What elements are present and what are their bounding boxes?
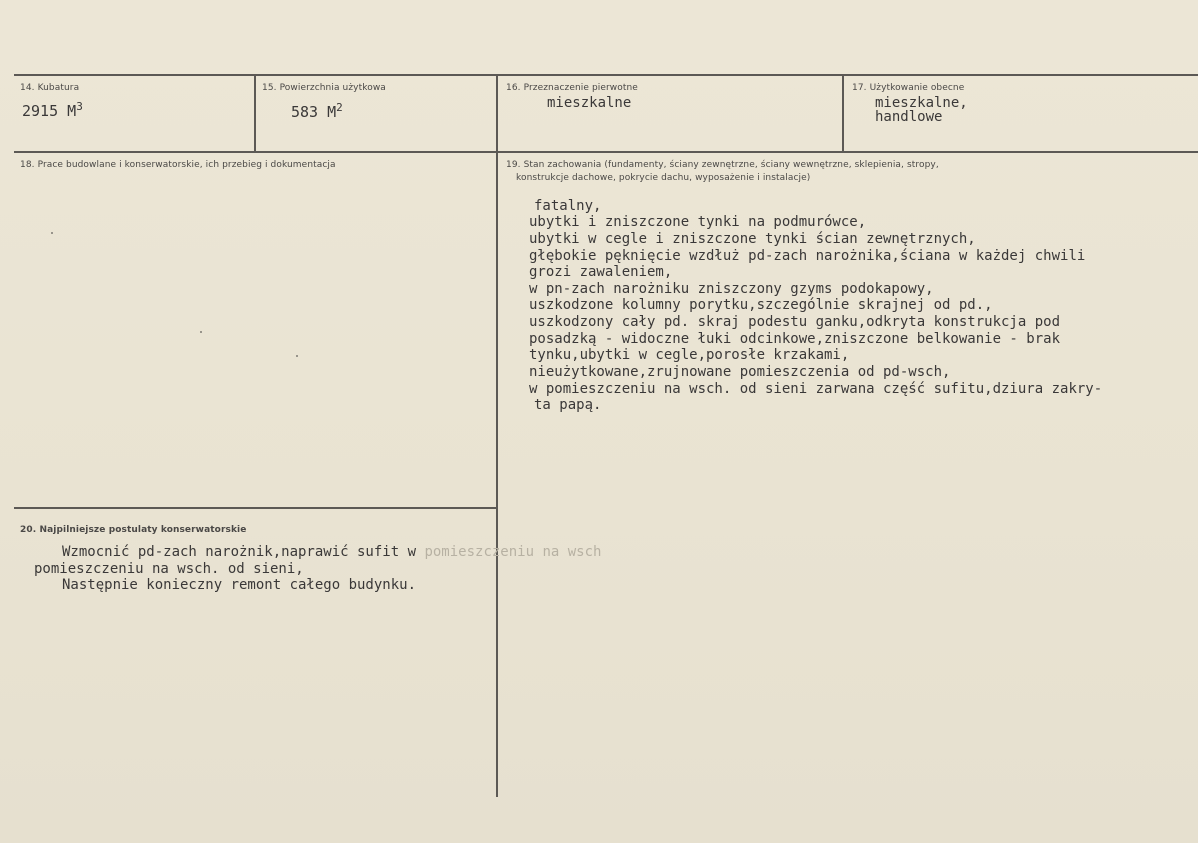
postulaty-line-1: [62, 544, 601, 560]
stan-label-line-1: 19. Stan zachowania (fundamenty, ściany zewnętrzne, ściany wewnętrzne, sklepienia, stropy,: [506, 160, 939, 170]
top-rule: [14, 74, 1198, 76]
stan-line: nieużytkowane,zrujnowane pomieszczenia od pd-wsch,: [529, 364, 951, 380]
uzytkowanie-line-2: handlowe: [875, 109, 943, 125]
speck: [296, 355, 298, 357]
speck: [200, 331, 202, 333]
powierzchnia-number: 583 M: [291, 103, 337, 121]
row-rule-1: [14, 151, 1198, 153]
postulaty-line-1-text: Wzmocnić pd-zach narożnik,naprawić sufit w: [62, 544, 425, 560]
col-rule-1: [254, 74, 256, 153]
postulaty-line-2: pomieszczeniu na wsch. od sieni,: [34, 561, 304, 577]
col-rule-3: [842, 74, 844, 153]
postulaty-line-1-faded: pomieszczeniu na wsch: [424, 544, 602, 560]
col-rule-2: [496, 74, 498, 797]
postulaty-label: 20. Najpilniejsze postulaty konserwatorskie: [20, 525, 247, 535]
stan-line: w pomieszczeniu na wsch. od sieni zarwana część sufitu,dziura zakry-: [529, 381, 1103, 397]
stan-label-line-2: konstrukcje dachowe, pokrycie dachu, wyposażenie i instalacje): [516, 173, 811, 183]
stan-line: grozi zawaleniem,: [529, 264, 673, 280]
przeznaczenie-value: mieszkalne: [547, 95, 632, 111]
stan-line: ubytki i zniszczone tynki na podmurówce,: [529, 214, 867, 230]
stan-line: ubytki w cegle i zniszczone tynki ścian zewnętrznych,: [529, 231, 976, 247]
powierzchnia-label: 15. Powierzchnia użytkowa: [262, 83, 386, 93]
stan-line: uszkodzony cały pd. skraj podestu ganku,odkryta konstrukcja pod: [529, 314, 1061, 330]
stan-line: posadzką - widoczne łuki odcinkowe,zniszczone belkowanie - brak: [529, 331, 1061, 347]
stan-line: w pn-zach narożniku zniszczony gzyms podokapowy,: [529, 281, 934, 297]
kubatura-number: 2915 M: [22, 102, 77, 120]
stan-line: fatalny,: [534, 198, 602, 214]
uzytkowanie-label: 17. Użytkowanie obecne: [852, 83, 965, 93]
stan-line: głębokie pęknięcie wzdłuż pd-zach narożnika,ściana w każdej chwili: [529, 248, 1086, 264]
stan-line: ta papą.: [534, 397, 602, 413]
kubatura-unit-sup: 3: [76, 100, 83, 113]
przeznaczenie-label: 16. Przeznaczenie pierwotne: [506, 83, 638, 93]
kubatura-value: [22, 100, 83, 120]
kubatura-label: 14. Kubatura: [20, 83, 80, 93]
prace-label: 18. Prace budowlane i konserwatorskie, ich przebieg i dokumentacja: [20, 160, 336, 170]
stan-line: tynku,ubytki w cegle,porosłe krzakami,: [529, 347, 850, 363]
speck: [51, 232, 53, 234]
row-rule-2: [14, 507, 497, 509]
stan-line: uszkodzone kolumny porytku,szczególnie skrajnej od pd.,: [529, 297, 993, 313]
uzytkowanie-line-1: mieszkalne,: [875, 95, 968, 111]
powierzchnia-unit-sup: 2: [336, 101, 343, 114]
postulaty-line-3: Następnie konieczny remont całego budynku.: [62, 577, 417, 593]
powierzchnia-value: [291, 101, 343, 121]
